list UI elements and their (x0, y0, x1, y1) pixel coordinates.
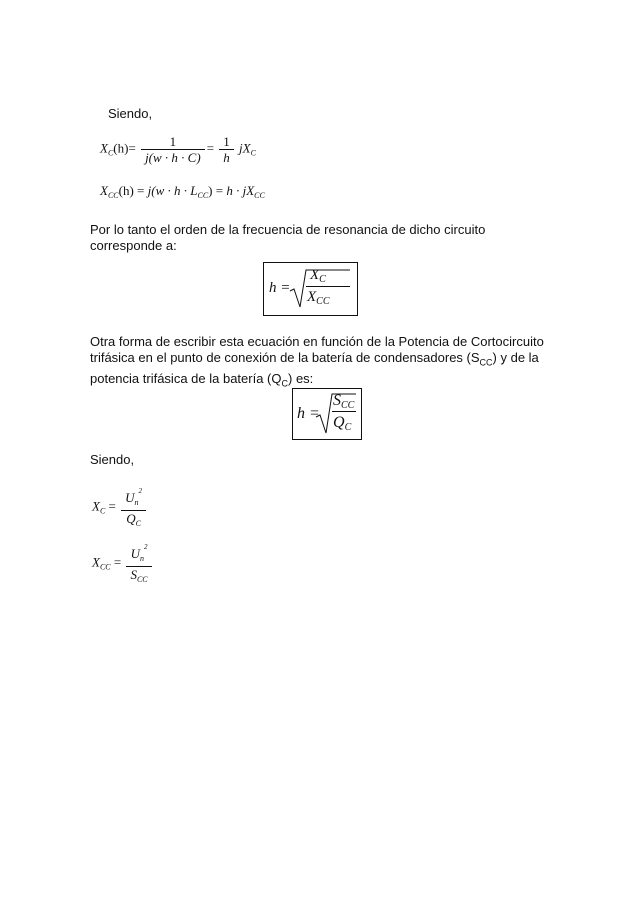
xc-fraction-2-num: 1 (219, 134, 234, 150)
xc-fraction-1 (141, 134, 205, 165)
paragraph-1-line-1: Por lo tanto el orden de la frecuencia de resonancia de dicho circuito (90, 222, 486, 237)
xcc-rhs-sub: CC (254, 191, 265, 200)
xc-eq: = (128, 140, 136, 156)
equation-xc-definition: $X_C$ = $\frac{U_n^2}{Q_C}$ (92, 484, 148, 531)
xc-rhs: jX (239, 140, 251, 156)
xcc-def-den: $S_{CC}$ (130, 567, 148, 584)
paragraph-2-line-2: trifásica en el punto de conexión de la batería de condensadores $(S_{CC})$ y de la (90, 350, 539, 368)
xcc-expr-b: ) (208, 183, 213, 198)
box2-den: QC (333, 414, 352, 433)
box1-lhs: h = (269, 280, 291, 296)
xc-def-fraction (121, 484, 146, 531)
xc-eq2: = (206, 140, 215, 156)
siendo-label-1: Siendo, (108, 106, 153, 121)
xcc-eq2: = (215, 183, 224, 198)
xc-def-num: $U_n^2$ (121, 484, 146, 511)
xcc-rhs: h · jX (226, 183, 255, 198)
xc-def-den: $Q_C$ (126, 511, 141, 528)
xc-fraction-2 (219, 134, 234, 165)
paragraph-alternative-form (90, 334, 560, 391)
box1-num: $X_C$ (310, 267, 326, 285)
paragraph-1-line-2: corresponde a: (90, 238, 177, 253)
equation-xc-h (100, 134, 256, 165)
equation-xcc-h (100, 183, 265, 200)
xc-rhs-sub: C (250, 148, 256, 158)
paragraph-resonance-order (90, 222, 560, 254)
xcc-eq: = (137, 183, 145, 198)
paragraph-2-line-3: potencia trifásica de la batería $(Q_C)$ es: (90, 370, 314, 389)
xc-lhs-sub: C (107, 148, 114, 158)
box2-lhs: h = (297, 405, 320, 422)
boxed-equation-h-scc-qc (292, 388, 362, 440)
xcc-lhs: X (100, 183, 108, 198)
xcc-arg: (h) (118, 183, 134, 198)
box2-num: SCC (333, 392, 355, 411)
box1-den: $X_{CC}$ (307, 289, 330, 307)
xcc-expr-a: j(w · h · L (147, 183, 198, 198)
boxed-equation-h-xc-xcc (263, 262, 358, 316)
siendo-label-2: Siendo, (90, 452, 135, 467)
xc-fraction-1-den: j(w · h · C) (145, 150, 201, 165)
box1-fraction-bar (306, 286, 350, 287)
xc-lhs: X (100, 140, 108, 156)
xc-fraction-2-den: h (223, 150, 230, 165)
paragraph-2-line-1: Otra forma de escribir esta ecuación en función de la Potencia de Cortocircuito (90, 334, 544, 349)
xcc-def-fraction (126, 540, 151, 587)
box2-fraction-bar (332, 411, 356, 412)
xc-arg: (h) (113, 140, 129, 156)
xc-fraction-1-num: 1 (141, 134, 205, 150)
equation-xcc-definition: $X_{CC}$ = $\frac{U_n^2}{S_{CC}}$ (92, 540, 154, 587)
xcc-def-num: $U_n^2$ (126, 540, 151, 567)
xcc-lhs-sub: CC (107, 191, 119, 200)
xcc-expr-a-sub: CC (197, 191, 209, 200)
